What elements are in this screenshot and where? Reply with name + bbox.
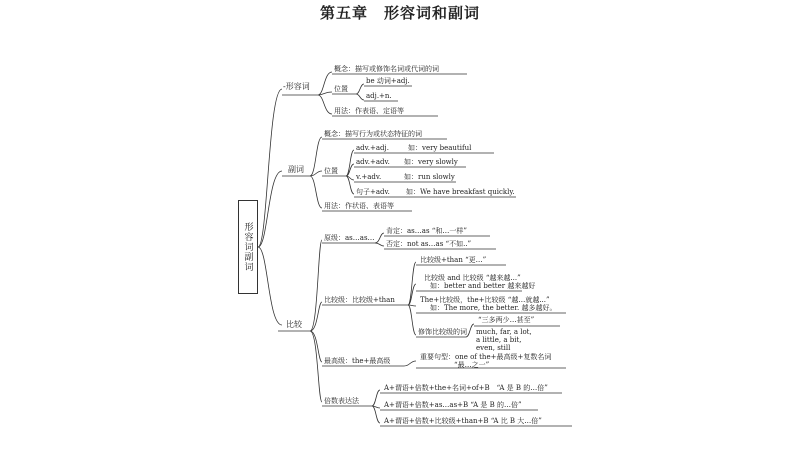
comparative-degree: 比较级：比较级+than [324,296,395,304]
comparative-item: even, still [476,344,511,352]
comparative-item: 如：better and better 越来越好 [430,282,536,290]
multiple-item: A+谓语+倍数+the+名词+of+B “A 是 B 的…倍” [384,384,548,392]
comparative-item: 比较级 and 比较级 “越来越...” [424,274,521,282]
comparative-item: 比较级+than “更…” [420,256,487,264]
adverb-example: 如：very beautiful [408,144,472,152]
adverb-example: 如：run slowly [404,173,455,181]
adjective-node: -形容词 [283,82,310,91]
comparative-item: The+比较级，the+比较级 “越…就越...” [420,296,550,304]
adjective-concept: 概念：描写或修饰名词或代词的词 [334,65,439,73]
comparative-item: “三多两少…甚至” [478,316,535,324]
adjective-position-item: adj.+n. [366,92,392,100]
adverb-node: 副词 [288,165,304,174]
positive-degree: 原级：as…as… [324,234,375,242]
multiple-item: A+谓语+倍数+比较级+than+B “A 比 B 大…倍” [384,417,542,425]
positive-item: 肯定：as…as “和…一样” [386,227,467,235]
adverb-example: 如：We have breakfast quickly. [406,188,515,196]
multiple-expression: 倍数表达法 [324,397,359,405]
adjective-position-item: be 动词+adj. [366,77,410,85]
superlative-item: 重要句型：one of the+最高级+复数名词 [420,353,552,361]
root-label: 形容词副词 [242,222,253,272]
adverb-pattern: v.+adv. [356,173,382,181]
adverb-pattern: adv.+adj. [356,144,389,152]
adverb-pattern: adv.+adv. [356,158,390,166]
superlative-item: “最…之一” [454,361,490,369]
adjective-usage: 用法：作表语、定语等 [334,107,404,115]
adverb-position: 位置 [324,167,338,175]
adverb-example: 如：very slowly [404,158,458,166]
adverb-pattern: 句子+adv. [356,188,390,196]
adverb-concept: 概念：描写行为或状态特征的词 [324,130,422,138]
comparative-item: a little, a bit, [476,336,522,344]
root-node [238,200,258,294]
comparative-item: 如：The more, the better. 越多越好。 [430,304,557,312]
adjective-position: 位置 [334,85,348,93]
superlative-degree: 最高级：the+最高级 [324,357,391,365]
comparative-item: much, far, a lot, [476,328,532,336]
positive-item: 否定：not as…as “不如..” [386,240,472,248]
multiple-item: A+谓语+倍数+as…as+B “A 是 B 的…倍” [384,401,522,409]
adverb-usage: 用法：作状语、表语等 [324,202,394,210]
comparative-modifiers: 修饰比较级的词 [418,328,467,336]
page-title: 第五章 形容词和副词 [319,4,480,22]
comparison-node: 比较 [286,320,302,329]
